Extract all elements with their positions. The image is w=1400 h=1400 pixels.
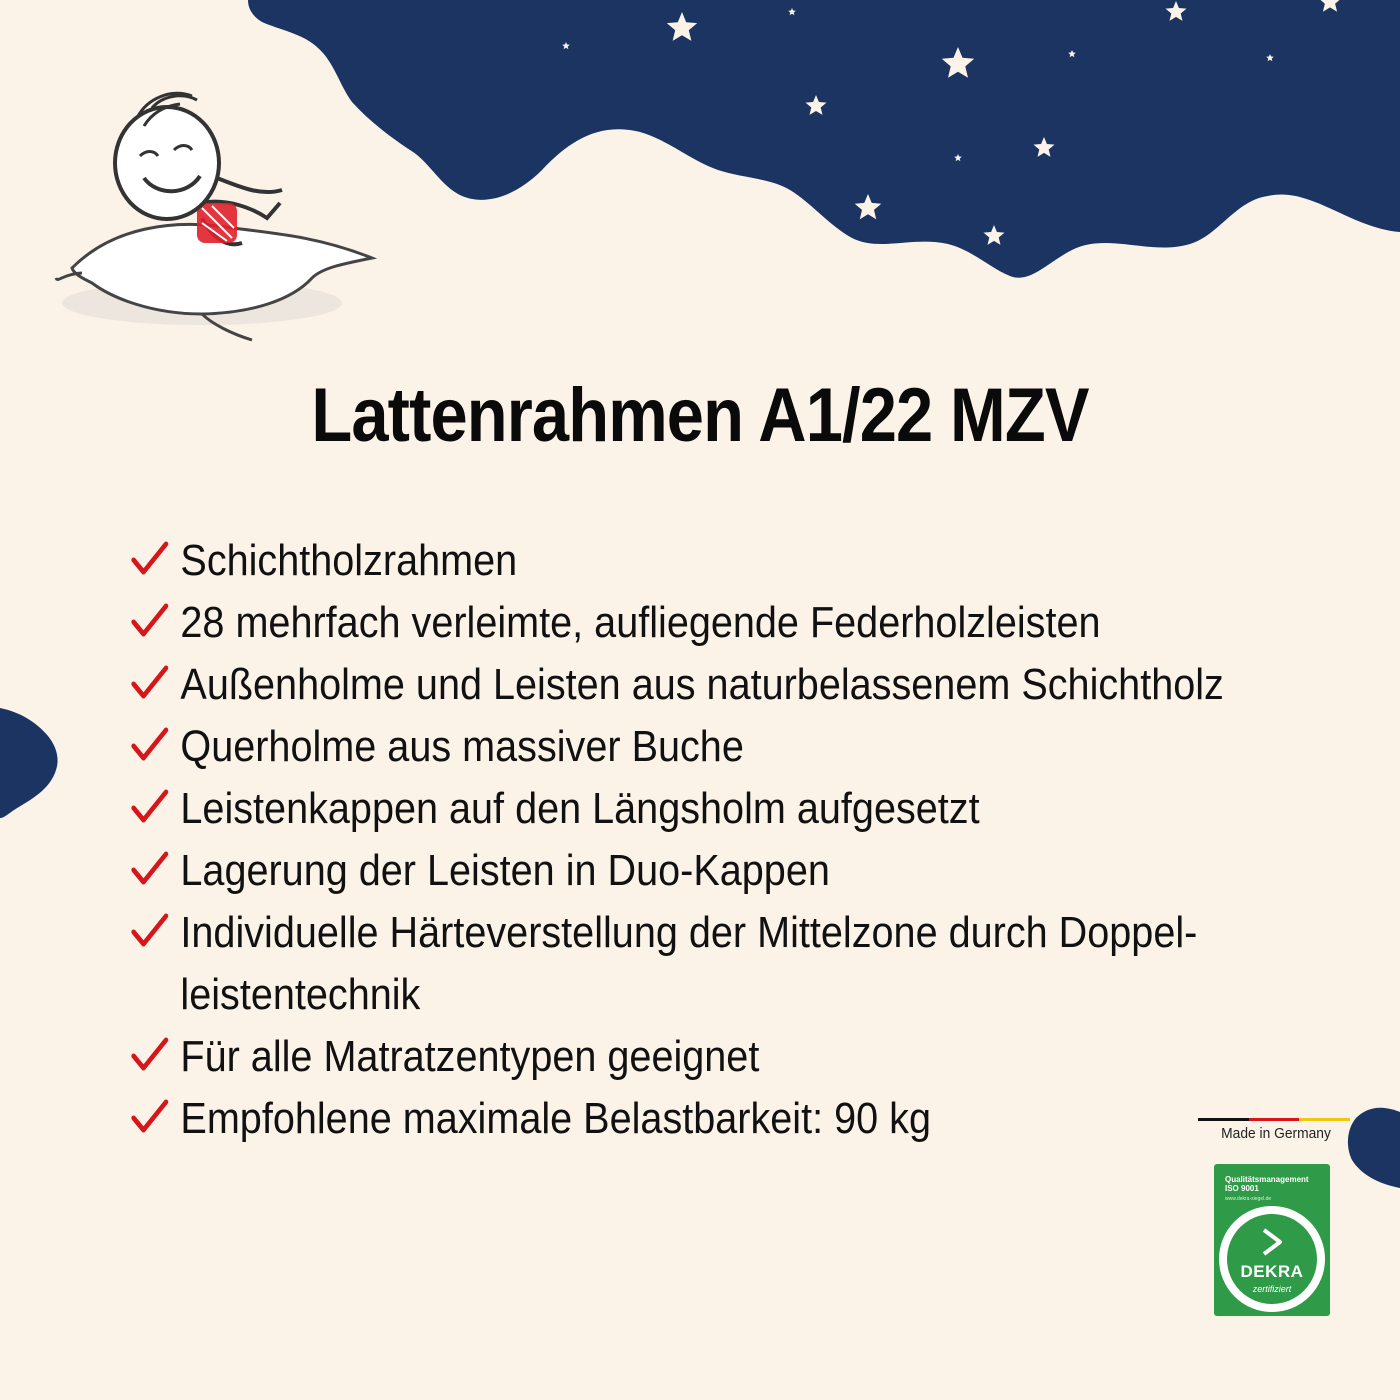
check-icon (130, 724, 170, 768)
feature-item (130, 716, 1332, 778)
check-icon (130, 662, 170, 706)
feature-item (130, 654, 1332, 716)
feature-text: 28 mehrfach verleimte, aufliegende Federholzleisten (180, 598, 1101, 647)
made-in-germany-label (1198, 1118, 1354, 1142)
page-title: Lattenrahmen A1/22 MZV (311, 373, 1089, 458)
check-icon (130, 848, 170, 892)
check-icon (130, 600, 170, 644)
feature-text: Für alle Matratzentypen geeignet (180, 1032, 760, 1081)
check-icon (130, 1096, 170, 1140)
dekra-certificate-badge (1214, 1164, 1330, 1316)
feature-text: Leistenkappen auf den Längsholm aufgesetzt (180, 784, 980, 833)
feature-item (130, 530, 1332, 592)
cert-line-2: ISO 9001 (1225, 1184, 1259, 1193)
cert-line-1: Qualitätsmanagement (1225, 1175, 1309, 1184)
feature-list (130, 530, 1330, 1150)
germany-flag-stripe (1198, 1118, 1350, 1121)
feature-item (130, 840, 1332, 902)
check-icon (130, 538, 170, 582)
check-icon (130, 786, 170, 830)
check-icon (130, 1034, 170, 1078)
feature-text: Außenholme und Leisten aus naturbelassenem Schichtholz (180, 660, 1224, 709)
feature-item (130, 778, 1332, 840)
feature-item (130, 1088, 1332, 1150)
feature-text: Individuelle Härteverstellung der Mittelzone durch Doppel- (180, 908, 1198, 957)
feature-text: Lagerung der Leisten in Duo-Kappen (180, 846, 830, 895)
right-cloud-shape (1348, 1108, 1400, 1188)
star-icon (744, 188, 752, 195)
dekra-seal (1219, 1206, 1325, 1312)
mascot-illustration (52, 78, 382, 358)
left-cloud-shape (0, 708, 58, 818)
made-in-text: Made in Germany (1221, 1125, 1331, 1142)
feature-item (130, 902, 1332, 964)
night-sky (248, 0, 1400, 278)
dekra-arrow-icon (1260, 1228, 1284, 1256)
certified-text: zertifiziert (1252, 1284, 1292, 1294)
feature-text: Empfohlene maximale Belastbarkeit: 90 kg (180, 1094, 931, 1143)
feature-text: Querholme aus massiver Buche (180, 722, 744, 771)
check-icon (130, 910, 170, 954)
feature-item (130, 1026, 1332, 1088)
feature-item (130, 592, 1332, 654)
feature-text: Schichtholzrahmen (180, 536, 518, 585)
feature-item-continuation (130, 964, 1332, 1026)
cert-url: www.dekra-siegel.de (1225, 1196, 1272, 1202)
feature-text: leistentechnik (180, 970, 421, 1019)
star-icon (738, 203, 759, 223)
dekra-brand: DEKRA (1240, 1262, 1304, 1281)
